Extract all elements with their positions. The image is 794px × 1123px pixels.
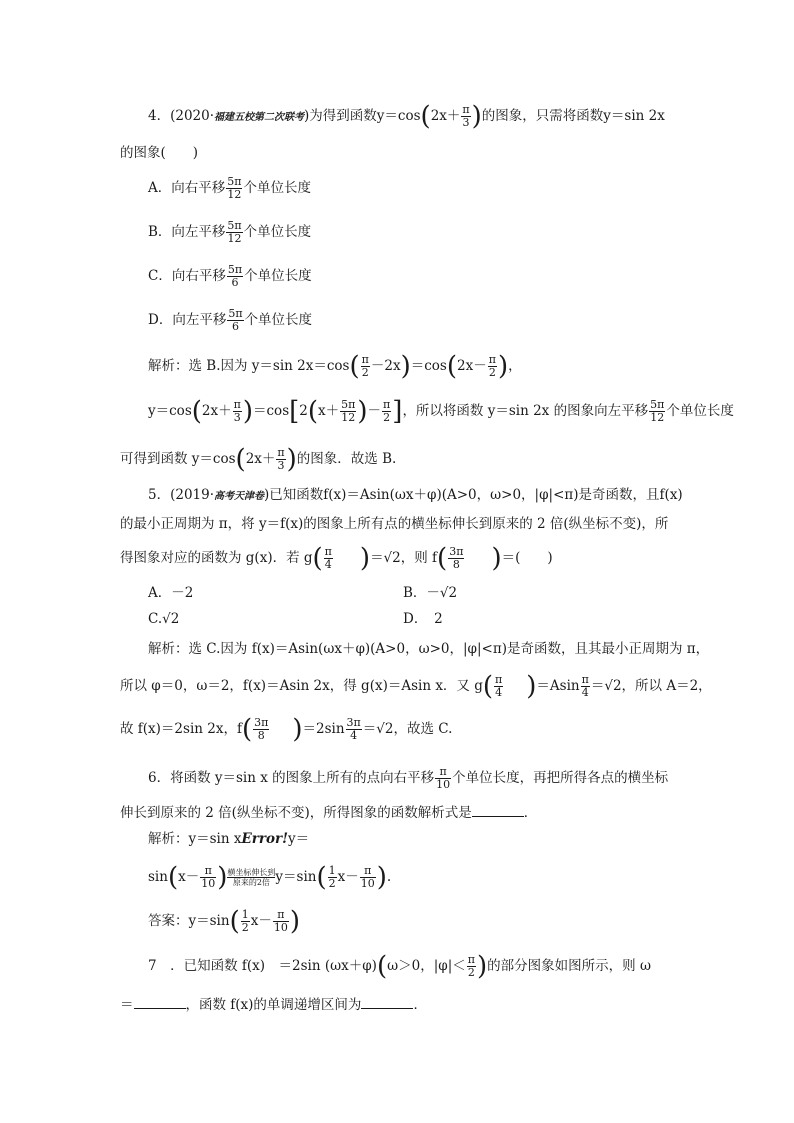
opt-text: B．向左平移 xyxy=(148,224,226,240)
answer-blank[interactable] xyxy=(472,804,524,817)
paren-open: ( xyxy=(482,671,494,702)
paren-close: ) xyxy=(526,671,537,702)
q5-solution-3 xyxy=(120,714,680,745)
q4-option-d xyxy=(148,308,312,333)
paren-open: ( xyxy=(446,351,458,382)
frac-den: 6 xyxy=(231,276,239,289)
q4-solution-3 xyxy=(120,444,680,475)
q5-line-1 xyxy=(148,485,683,507)
frac-num: 5π xyxy=(341,398,356,411)
frac-den: 2 xyxy=(328,877,336,890)
frac-den: 3 xyxy=(462,116,470,129)
opt-text: 个单位长度 xyxy=(244,268,312,284)
q6-text: ． xyxy=(523,805,538,821)
fraction xyxy=(361,354,370,379)
frac-num: 5π xyxy=(227,263,243,276)
q6-text: 个单位长度，再把所得各点的横坐标 xyxy=(452,770,669,786)
frac-num: π xyxy=(581,673,589,686)
frac-num: 3π xyxy=(254,716,269,729)
paren-open: ( xyxy=(235,444,246,475)
opt-text: A．向右平移 xyxy=(148,180,226,196)
fraction xyxy=(467,954,476,979)
frac-num: π xyxy=(383,398,391,411)
frac-num: π xyxy=(233,398,241,411)
q6-line-1 xyxy=(148,766,678,791)
fraction xyxy=(200,865,216,890)
q5-line-3 xyxy=(120,543,680,574)
sol-text: ＝√2，故选 C. xyxy=(362,721,453,737)
frac-num: 3π xyxy=(449,545,464,558)
frac-den: 2 xyxy=(383,411,391,424)
q5-solution-2 xyxy=(120,671,712,702)
opt-text: 个单位长度 xyxy=(243,180,311,196)
q7-text: ，函数 f(x)的单调递增区间为 xyxy=(185,997,362,1013)
transform-arrow xyxy=(227,868,275,887)
q5-text: ＝( ) xyxy=(501,550,553,566)
q4-text-2: 2x＋ xyxy=(430,108,461,124)
sol-text: 2x＋ xyxy=(245,451,276,467)
frac-num: π xyxy=(360,865,376,878)
q5-source: 高考天津卷 xyxy=(214,491,265,502)
frac-num: 5π xyxy=(227,219,242,232)
frac-den: 4 xyxy=(495,686,503,699)
sol-text: － xyxy=(367,403,382,419)
q7-text: ． xyxy=(413,997,427,1013)
paren-open: ( xyxy=(316,862,327,893)
sol-text: y＝sin xyxy=(275,869,317,885)
sol-text: ＝cos xyxy=(410,358,447,374)
fraction xyxy=(494,674,503,699)
q7-text: ＝ xyxy=(120,997,134,1013)
frac-den: 2 xyxy=(361,366,369,379)
fraction xyxy=(226,176,242,201)
frac-den: 3 xyxy=(277,459,285,472)
paren-open: ( xyxy=(376,951,388,982)
q5-text: 得图象对应的函数为 g(x)．若 g xyxy=(120,550,313,566)
sol-text: 所以 φ＝0，ω＝2，f(x)＝Asin 2x，得 g(x)＝Asin x．又 g xyxy=(120,678,483,694)
arrow-bottom-label: 原来的2倍 xyxy=(227,877,275,887)
paren-close: ) xyxy=(497,351,509,382)
paren-close: ) xyxy=(357,396,368,427)
frac-den: 10 xyxy=(436,778,451,791)
opt-text: 个单位长度 xyxy=(243,224,312,240)
q5-option-d: D． 2 xyxy=(403,611,443,627)
sol-text: ，所以将函数 y＝sin 2x 的图象向左平移 xyxy=(402,403,649,419)
fraction xyxy=(340,399,356,424)
fraction xyxy=(241,909,250,934)
fraction xyxy=(226,220,242,245)
paren-open: ( xyxy=(420,101,431,132)
opt-text: D．向左平移 xyxy=(148,312,227,328)
frac-num: 5π xyxy=(650,398,665,411)
q4-text-1: )为得到函数y＝cos xyxy=(304,108,421,124)
q6-answer xyxy=(148,906,708,937)
paren-close: ) xyxy=(292,714,303,745)
frac-num: π xyxy=(462,103,470,116)
q5-option-a: A．－2 xyxy=(148,585,194,601)
answer-blank-interval[interactable] xyxy=(361,996,413,1009)
frac-num: π xyxy=(435,766,451,779)
sol-text: 2x＋ xyxy=(201,403,232,419)
paren-open: ( xyxy=(312,543,323,574)
q5-text: )已知函数f(x)＝Asin(ωx＋φ)(A>0，ω>0，|φ|<π)是奇函数，且f(x) xyxy=(264,487,683,503)
q7-text: ω＞0，|φ|＜ xyxy=(387,958,466,974)
sol-text: . xyxy=(386,869,392,885)
paren-close: ) xyxy=(376,862,387,893)
frac-den: 4 xyxy=(350,729,358,742)
frac-num: π xyxy=(361,353,369,366)
frac-den: 4 xyxy=(324,558,332,571)
frac-num: 1 xyxy=(328,864,336,877)
sol-text: ＝√2，所以 A＝2， xyxy=(590,678,712,694)
bracket-close: ] xyxy=(392,396,403,427)
q4-number: 4．(2020· xyxy=(148,108,215,124)
sol-text: sin xyxy=(148,869,168,885)
paren-open: ( xyxy=(191,396,202,427)
q6-text: 伸长到原来的 2 倍(纵坐标不变)，所得图象的函数解析式是 xyxy=(120,805,472,821)
q5-line-2: 的最小正周期为 π，将 y＝f(x)的图象上所有点的横坐标伸长到原来的 2 倍(纵坐标不变)，所 xyxy=(120,516,669,532)
paren-close: ) xyxy=(242,396,253,427)
paren-open: ( xyxy=(349,351,360,382)
frac-den: 8 xyxy=(452,558,460,571)
frac-num: 5π xyxy=(228,307,243,320)
q4-option-b xyxy=(148,220,311,245)
frac-den: 4 xyxy=(581,686,589,699)
error-text: Error! xyxy=(241,831,289,847)
q6-text: 6．将函数 y＝sin x 的图象上所有的点向右平移 xyxy=(148,770,435,786)
frac-den: 10 xyxy=(201,877,216,890)
paren-close: ) xyxy=(289,906,301,937)
frac-num: 1 xyxy=(241,908,249,921)
fraction xyxy=(346,717,362,742)
sol-text: 2 xyxy=(299,403,308,419)
q6-line-2 xyxy=(120,803,680,823)
paren-open: ( xyxy=(241,714,253,745)
sol-text: x－ xyxy=(337,869,359,885)
fraction xyxy=(360,865,376,890)
fraction xyxy=(253,717,269,742)
frac-den: 2 xyxy=(488,366,496,379)
q4-solution-1 xyxy=(148,351,708,382)
fraction xyxy=(488,354,497,379)
fraction xyxy=(328,865,337,890)
q4-solution-2 xyxy=(148,396,734,427)
paren-open: ( xyxy=(229,906,240,937)
answer-text: 答案：y＝sin xyxy=(148,913,230,929)
opt-text: C．向右平移 xyxy=(148,268,226,284)
frac-num: π xyxy=(495,673,503,686)
paren-open: ( xyxy=(167,862,179,893)
frac-num: π xyxy=(324,545,332,558)
sol-text: 解析：y＝sin x xyxy=(148,831,242,847)
fraction xyxy=(233,399,242,424)
frac-num: π xyxy=(277,446,285,459)
frac-den: 12 xyxy=(341,411,356,424)
paren-open: ( xyxy=(437,543,448,574)
paren-close: ) xyxy=(471,101,482,132)
opt-text: 个单位长度 xyxy=(244,312,313,328)
paren-close: ) xyxy=(286,444,297,475)
frac-den: 8 xyxy=(257,729,265,742)
paren-close: ) xyxy=(477,951,488,982)
q4-line-2: 的图象( ) xyxy=(120,145,199,161)
q7-text: 7 ．已知函数 f(x) ＝2sin (ωx＋φ) xyxy=(148,958,377,974)
frac-den: 10 xyxy=(273,921,288,934)
q5-option-c: C.√2 xyxy=(148,611,180,627)
fraction xyxy=(448,546,464,571)
fraction xyxy=(382,399,391,424)
sol-text: ＝cos xyxy=(253,403,290,419)
q6-solution-2 xyxy=(148,862,708,893)
frac-den: 12 xyxy=(650,411,665,424)
sol-text: 个单位长度 xyxy=(666,403,734,419)
paren-close: ) xyxy=(400,351,411,382)
frac-num: 5π xyxy=(227,175,242,188)
sol-text: 可得到函数 y＝cos xyxy=(120,451,236,467)
fraction xyxy=(273,909,289,934)
frac-den: 12 xyxy=(227,188,242,201)
q5-solution-1: 解析：选 C.因为 f(x)＝Asin(ωx＋φ)(A>0，ω>0，|φ|<π)是奇函数，且其最小正周期为 π， xyxy=(148,641,710,657)
sol-text: ＝Asin xyxy=(536,678,580,694)
sol-text: ＝2sin xyxy=(302,721,345,737)
frac-den: 12 xyxy=(227,232,242,245)
sol-text: 解析：选 B.因为 y＝sin 2x＝cos xyxy=(148,358,350,374)
sol-text: ， xyxy=(508,358,522,374)
fraction xyxy=(581,674,590,699)
frac-den: 3 xyxy=(233,411,241,424)
fraction xyxy=(227,264,243,289)
q4-line-1 xyxy=(148,101,708,132)
q4-text-3: 的图象，只需将函数y＝sin 2x xyxy=(481,108,665,124)
sol-text: －2x xyxy=(370,358,401,374)
q5-option-b: B．－√2 xyxy=(403,585,458,601)
fraction xyxy=(461,104,470,129)
sol-text: 故 f(x)＝2sin 2x，f xyxy=(120,721,242,737)
frac-num: π xyxy=(488,353,496,366)
q4-option-a xyxy=(148,176,311,201)
sol-text: x＋ xyxy=(318,403,340,419)
answer-text: x－ xyxy=(250,913,272,929)
fraction xyxy=(435,766,451,791)
q7-line-2 xyxy=(120,995,680,1015)
frac-den: 6 xyxy=(231,320,239,333)
frac-den: 2 xyxy=(467,966,475,979)
frac-num: π xyxy=(200,865,216,878)
frac-den: 2 xyxy=(241,921,249,934)
bracket-open: [ xyxy=(289,396,300,427)
paren-close: ) xyxy=(491,543,502,574)
fraction xyxy=(276,447,285,472)
sol-text: 2x－ xyxy=(457,358,487,374)
paren-open: ( xyxy=(307,396,319,427)
fraction xyxy=(324,546,333,571)
paren-close: ) xyxy=(359,543,371,574)
frac-num: 3π xyxy=(346,716,361,729)
q5-text: ＝√2，则 f xyxy=(370,550,438,566)
q6-solution-1 xyxy=(148,829,708,849)
arrow-top-label: 横坐标伸长到 xyxy=(227,868,276,877)
fraction xyxy=(227,308,243,333)
frac-num: π xyxy=(467,953,475,966)
fraction xyxy=(649,399,665,424)
frac-den: 10 xyxy=(360,877,375,890)
sol-text: 的图象．故选 B. xyxy=(296,451,397,467)
sol-text: x－ xyxy=(178,869,200,885)
answer-blank-omega[interactable] xyxy=(134,996,186,1009)
q7-line-1 xyxy=(148,951,678,982)
paren-close: ) xyxy=(217,862,228,893)
sol-text: y＝cos xyxy=(148,403,192,419)
q4-source: 福建五校第二次联考 xyxy=(214,112,305,123)
q5-number: 5．(2019· xyxy=(148,487,215,503)
frac-num: π xyxy=(273,909,289,922)
q7-text: 的部分图象如图所示，则 ω xyxy=(487,958,651,974)
q4-option-c xyxy=(148,264,312,289)
sol-text: y＝ xyxy=(288,831,310,847)
